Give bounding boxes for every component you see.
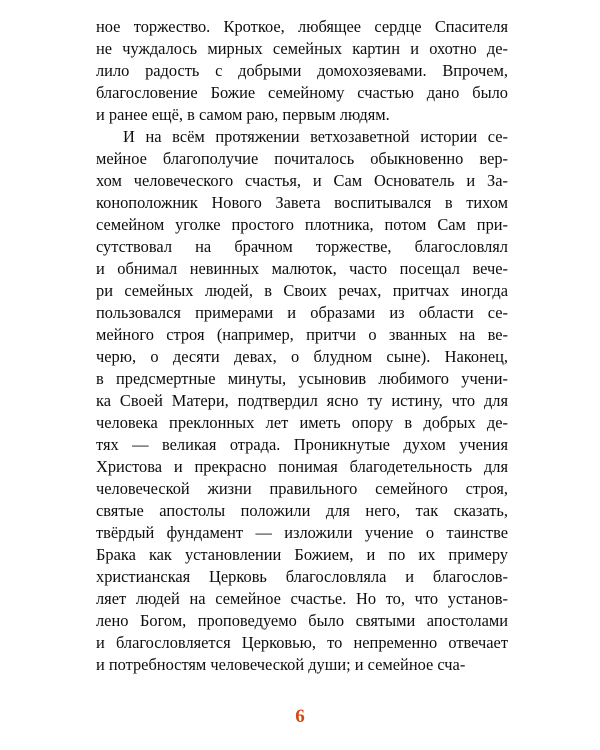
page-number: 6 bbox=[295, 706, 305, 727]
text-line: христианская Церковь благословляла и благослов- bbox=[96, 567, 508, 586]
text-line: хом человеческого счастья, и Сам Основатель и За- bbox=[96, 171, 508, 190]
text-line: человека преклонных лет иметь опору в добрых де- bbox=[96, 413, 508, 432]
text-line: не чуждалось мирных семейных картин и охотно де- bbox=[96, 39, 508, 58]
text-line: и потребностям человеческой души; и семейное сча- bbox=[96, 655, 466, 674]
text-line: лено Богом, проповедуемо было святыми апостолами bbox=[96, 611, 508, 630]
text-line: черю, о десяти девах, о блудном сыне). Наконец, bbox=[96, 347, 508, 366]
text-line: в предсмертные минуты, усыновив любимого учени- bbox=[96, 369, 508, 388]
paragraph-main bbox=[96, 126, 508, 676]
text-line: мейное благополучие почиталось обыкновенно вер- bbox=[96, 149, 508, 168]
text-line: человеческой жизни правильного семейного строя, bbox=[96, 479, 508, 498]
text-line: Христова и прекрасно понимая благодетельность для bbox=[96, 457, 508, 476]
text-line: святые апостолы положили для него, так сказать, bbox=[96, 501, 508, 520]
text-line: ка Своей Матери, подтвердил ясно ту истину, что для bbox=[96, 391, 508, 410]
text-line: и ранее ещё, в самом раю, первым людям. bbox=[96, 105, 390, 124]
text-line: мейного строя (например, притчи о званных на ве- bbox=[96, 325, 508, 344]
text-line: И на всём протяжении ветхозаветной истории се- bbox=[123, 127, 508, 146]
text-line: ляет людей на семейное счастье. Но то, что установ- bbox=[96, 589, 508, 608]
text-line: сутствовал на брачном торжестве, благословлял bbox=[96, 237, 508, 256]
text-line: благословение Божие семейному счастью дано было bbox=[96, 83, 508, 102]
text-line: и обнимал невинных малюток, часто посещал вече- bbox=[96, 259, 508, 278]
text-line: коноположник Нового Завета воспитывался в тихом bbox=[96, 193, 508, 212]
page-text-block bbox=[96, 16, 508, 676]
text-line: семейном уголке простого плотника, потом Сам при- bbox=[96, 215, 508, 234]
text-line: твёрдый фундамент — изложили учение о таинстве bbox=[96, 523, 508, 542]
text-line: и благословляется Церковью, то непременно отвечает bbox=[96, 633, 508, 652]
text-line: ное торжество. Кроткое, любящее сердце Спасителя bbox=[96, 17, 508, 36]
text-line: лило радость с добрыми домохозяевами. Впрочем, bbox=[96, 61, 508, 80]
text-line: пользовался примерами и образами из области се- bbox=[96, 303, 508, 322]
text-line: Брака как установлении Божием, и по их примеру bbox=[96, 545, 508, 564]
paragraph-continued bbox=[96, 16, 508, 126]
text-line: ри семейных людей, в Своих речах, притчах иногда bbox=[96, 281, 508, 300]
text-line: тях — великая отрада. Проникнутые духом учения bbox=[96, 435, 508, 454]
